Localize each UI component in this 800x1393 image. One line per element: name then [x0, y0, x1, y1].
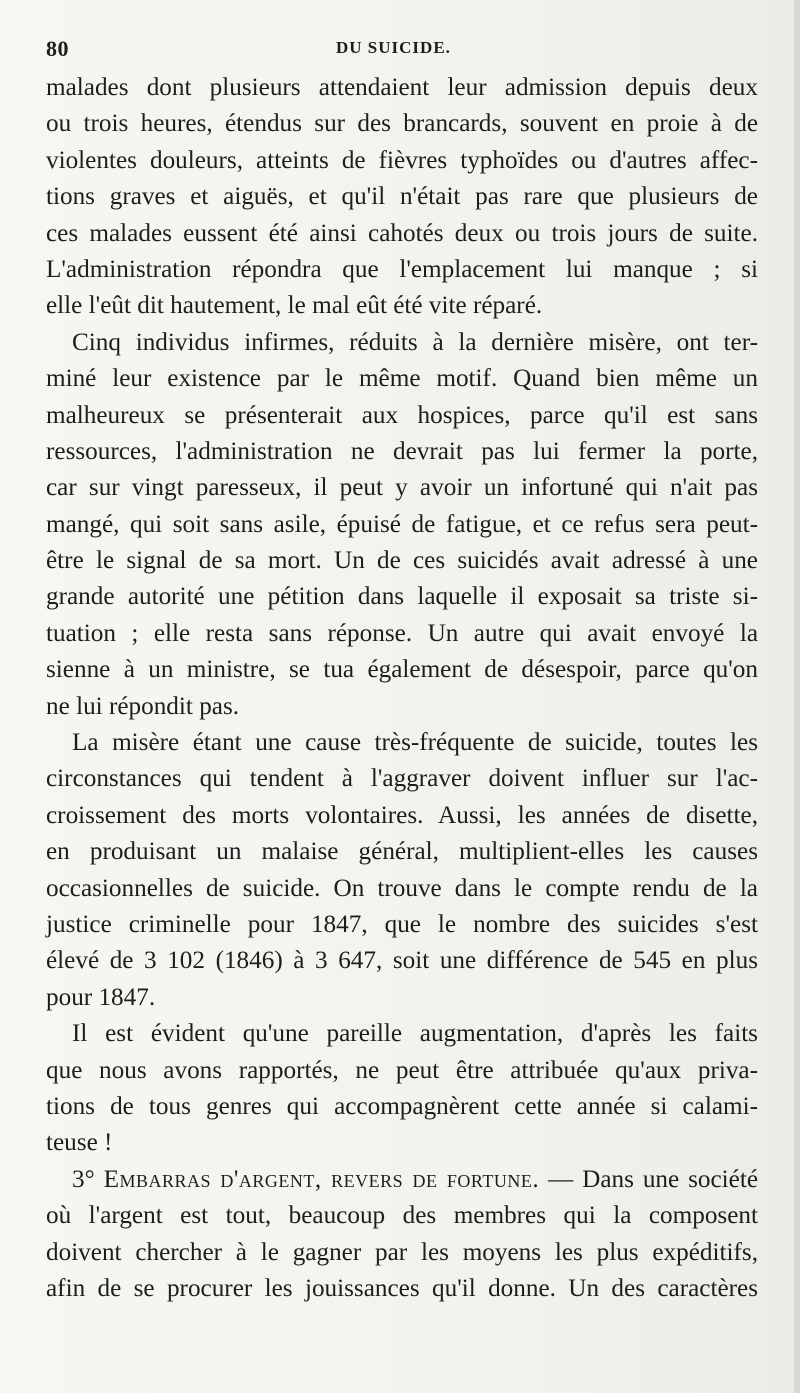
text-line: La misère étant une cause très-fréquente de suicide, toutes les — [72, 729, 758, 757]
paragraph — [46, 725, 758, 1016]
text-line: tions graves et aiguës, et qu'il n'était pas rare que plusieurs de — [46, 183, 758, 211]
text-line: occasionnelles de suicide. On trouve dans le compte rendu de la — [46, 874, 758, 902]
text-line: malades dont plusieurs attendaient leur admission depuis deux — [46, 74, 758, 101]
page-header — [46, 36, 756, 66]
page-edge — [794, 0, 800, 1393]
text-line: malheureux se présenterait aux hospices, parce qu'il est sans — [46, 401, 758, 429]
text-line: Il est évident qu'une pareille augmentation, d'après les faits — [72, 1020, 758, 1048]
text-line: tions de tous genres qui accompagnèrent cette année si calami- — [46, 1092, 758, 1120]
text-line: car sur vingt paresseux, il peut y avoir un infortuné qui n'ait pas — [46, 474, 758, 502]
text-line: ces malades eussent été ainsi cahotés deux ou trois jours de suite. — [46, 219, 758, 247]
text-line: élevé de 3 102 (1846) à 3 647, soit une différence de 545 en plus — [46, 947, 758, 975]
text-line: afin de se procurer les jouissances qu'il donne. Un des caractères — [46, 1274, 758, 1302]
text-line: miné leur existence par le même motif. Quand bien même un — [46, 365, 758, 393]
section-dash: — — [548, 1165, 574, 1193]
text-line: en produisant un malaise général, multiplient-elles les causes — [46, 838, 758, 866]
text-line: tuation ; elle resta sans réponse. Un autre qui avait envoyé la — [46, 619, 758, 647]
paragraph — [46, 1016, 758, 1162]
text-line: Cinq individus infirmes, réduits à la dernière misère, ont ter- — [72, 328, 758, 356]
text-line: circonstances qui tendent à l'aggraver doivent influer sur l'ac- — [46, 765, 758, 793]
running-head: DU SUICIDE. — [336, 38, 451, 57]
text-line: pour 1847. — [46, 983, 156, 1011]
section-number: 3° — [72, 1165, 95, 1193]
text-line: être le signal de sa mort. Un de ces suicidés avait adressé à une — [46, 547, 758, 575]
text-line: mangé, qui soit sans asile, épuisé de fatigue, et ce refus sera peut- — [46, 510, 758, 538]
text-line: que nous avons rapportés, ne peut être attribuée qu'aux priva- — [46, 1056, 758, 1084]
text-line: L'administration répondra que l'emplacement lui manque ; si — [46, 255, 758, 283]
section-first-line: Dans une société — [582, 1165, 759, 1193]
paragraph — [46, 70, 758, 325]
text-line: ou trois heures, étendus sur des brancards, souvent en proie à de — [46, 110, 758, 138]
text-line: grande autorité une pétition dans laquelle il exposait sa triste si- — [46, 583, 758, 611]
section-heading: Embarras d'argent, revers de fortune. — [103, 1165, 540, 1193]
text-line: justice criminelle pour 1847, que le nombre des suicides s'est — [46, 910, 758, 938]
section — [46, 1162, 758, 1308]
text-line: elle l'eût dit hautement, le mal eût été vite réparé. — [46, 292, 543, 320]
text-line: sienne à un ministre, se tua également de désespoir, parce qu'on — [46, 656, 758, 684]
body-text — [46, 70, 758, 1307]
section-heading-line — [46, 1162, 758, 1198]
text-line: croissement des morts volontaires. Aussi, les années de disette, — [46, 801, 758, 829]
text-line: violentes douleurs, atteints de fièvres typhoïdes ou d'autres affec- — [46, 146, 758, 174]
text-line: ne lui répondit pas. — [46, 692, 240, 720]
text-line: doivent chercher à le gagner par les moyens les plus expéditifs, — [46, 1238, 758, 1266]
paragraph — [46, 325, 758, 725]
text-line: teuse ! — [46, 1129, 113, 1157]
text-line: ressources, l'administration ne devrait pas lui fermer la porte, — [46, 437, 758, 465]
page-number: 80 — [46, 36, 69, 61]
text-line: où l'argent est tout, beaucoup des membres qui la composent — [46, 1202, 758, 1230]
